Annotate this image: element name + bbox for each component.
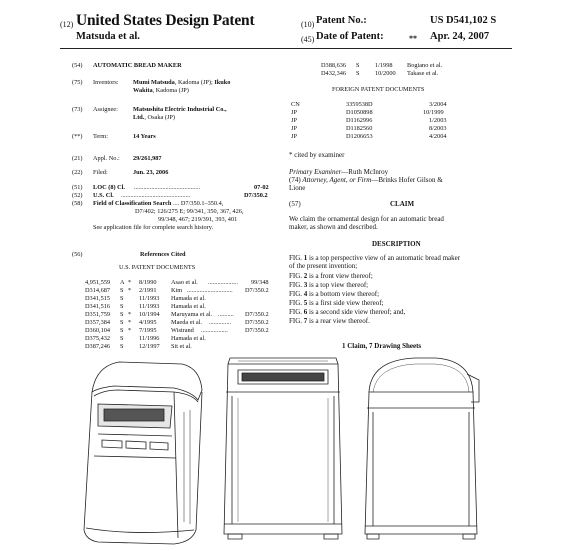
attorney-line-1: (74) Attorney, Agent, or Firm—Brinks Hofer Gilson & [289,176,443,184]
document-title: United States Design Patent [76,12,255,29]
us-class-value: D7/350.2 [244,192,268,199]
foreign-docs-title: FOREIGN PATENT DOCUMENTS [332,86,425,93]
inventors-line-2: Wakita, Kadoma (JP) [133,87,189,94]
inid-56: (56) [72,251,83,258]
patent-no-label: Patent No.: [316,15,367,26]
figure-line: of the present invention; [289,262,358,270]
inid-52: (52) [72,192,83,199]
assignee-line-1: Matsushita Electric Industrial Co., [133,106,227,113]
cited-by-examiner: * cited by examiner [289,151,345,159]
field-search-line-1: Field of Classification Search .... D7/350.1–350.4, [93,200,224,207]
inid-51: (51) [72,184,83,191]
inid-54: (54) [72,62,83,69]
figure-line: FIG. 3 is a top view thereof; [289,281,369,289]
figure-line: FIG. 6 is a second side view thereof; and, [289,308,406,316]
inid-75: (75) [72,79,83,86]
front-view-drawing [218,352,348,547]
inid-57: (57) [289,200,301,208]
inid-code-10: (10) [301,20,315,29]
figure-line: FIG. 4 is a bottom view thereof; [289,290,380,298]
term-label: Term: [93,133,108,140]
assignee-line-2: Ltd., Osaka (JP) [133,114,175,121]
term-stars: ** [409,34,417,43]
field-search-line-4: See application file for complete search history. [93,224,214,231]
references-cited-title: References Cited [140,251,186,258]
figure-line: FIG. 2 is a front view thereof; [289,272,373,280]
figure-line: FIG. 7 is a rear view thereof. [289,317,370,325]
inid-58: (58) [72,200,83,207]
loc-class-value: 07-02 [254,184,269,191]
inventors-label: Inventors: [93,79,119,86]
appl-no-label: Appl. No.: [93,155,120,162]
inid-code-45: (45) [301,35,315,44]
us-class-label: U.S. Cl. [93,192,114,199]
side-view-drawing [355,352,485,547]
us-references-table: 4,951,559 A * 8/1990 Asao et al. ................... 99/348 D314,687 S * 2/1991 Kim ............................. D7/350.2 D341,515 S 11/1993 Hamada et al. D341,516 S 11/1993 Hamada et al. D351,759 S * 10/1994 Maruyama et al. .......... D7/350.2 D357,384 S * 4/1995 Maeda et al. .............. D7/350.2 D360,104 S * 7/1995 Wistrand ................. D7/350.2 D375,432 S 11/1996 Hamada et al. D387,246 S 12/1997 Sit et al. [85,279,269,350]
inventor-short: Matsuda et al. [76,31,140,42]
header-rule [60,48,512,49]
loc-class-label: LOC (8) Cl. [93,184,126,191]
patent-number: US D541,102 S [430,15,497,26]
filed-value: Jun. 23, 2006 [133,169,169,176]
field-search-line-3: 99/348, 467; 219/391, 393, 401 [158,216,238,223]
assignee-label: Assignee: [93,106,118,113]
inid-73: (73) [72,106,83,113]
term-value: 14 Years [133,133,156,140]
inid-21: (21) [72,155,83,162]
date-of-patent: Apr. 24, 2007 [430,31,490,42]
us-class-dots: ............................................ [121,192,191,199]
field-search-line-2: D7/402; 126/275 E; 99/341, 350, 367, 426, [135,208,244,215]
us-docs-title: U.S. PATENT DOCUMENTS [119,264,196,271]
perspective-drawing [74,352,209,547]
claims-sheets-count: 1 Claim, 7 Drawing Sheets [342,342,422,350]
description-title: DESCRIPTION [372,240,421,248]
date-of-patent-label: Date of Patent: [316,31,384,42]
inid-code-12: (12) [60,20,74,29]
loc-class-dots: .......................................... [134,184,201,191]
figure-line: FIG. 5 is a first side view thereof; [289,299,384,307]
claim-line-1: We claim the ornamental design for an automatic bread [289,215,444,223]
claim-title: CLAIM [390,200,415,208]
inid-22: (22) [72,169,83,176]
primary-examiner: Primary Examiner—Ruth McInroy [289,168,389,176]
figure-line: FIG. 1 is a top perspective view of an automatic bread maker [289,254,461,262]
inventors-line-1: Mumi Matsuda, Kadoma (JP); Ikuko [133,79,231,86]
inid-term: (**) [72,133,83,140]
design-title: AUTOMATIC BREAD MAKER [93,62,182,69]
filed-label: Filed: [93,169,108,176]
foreign-references-table: CN 3359538D 3/2004 JP D1050898 10/1999 JP D1162996 1/2003 JP D1182560 8/2003 JP D1206653 4/2004 [291,101,447,140]
appl-no-value: 29/261,987 [133,155,162,162]
attorney-line-2: Lione [289,184,306,192]
claim-line-2: maker, as shown and described. [289,223,378,231]
